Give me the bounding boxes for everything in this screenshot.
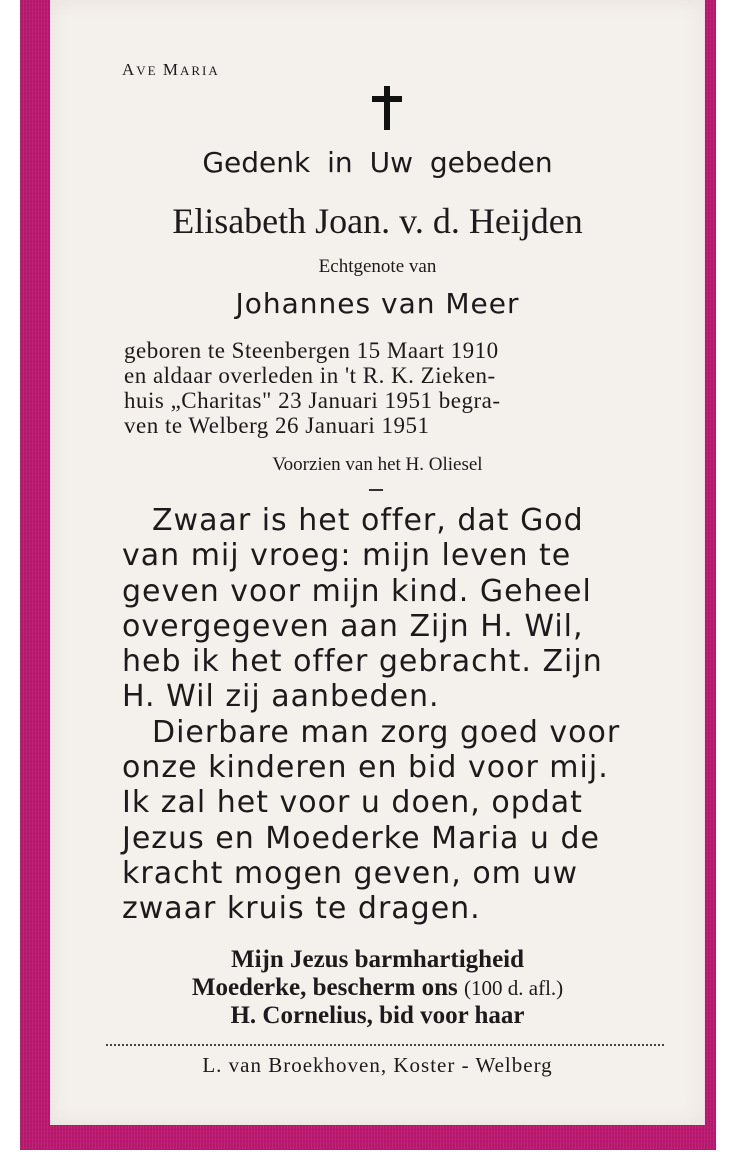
text-line: zwaar kruis te dragen. (122, 891, 481, 927)
dotted-divider (106, 1044, 664, 1046)
text-line: Dierbare man zorg goed voor (152, 714, 621, 750)
printer-credit: L. van Broekhoven, Koster - Welberg (202, 1053, 553, 1077)
latin-cross-icon (370, 86, 404, 130)
memorial-text (122, 503, 692, 927)
sacraments-line: Voorzien van het H. Oliesel (272, 454, 483, 475)
biography-line: geboren te Steenbergen 15 Maart 1910 (124, 338, 499, 363)
text-line: H. Wil zij aanbeden. (122, 679, 440, 715)
text-line: onze kinderen en bid voor mij. (122, 750, 609, 786)
text-line: overgegeven aan Zijn H. Wil, (122, 608, 584, 644)
gedenk-heading: Gedenk in Uw gebeden (202, 146, 553, 179)
text-line: Ik zal het voor u doen, opdat (122, 785, 583, 821)
divider-dash (369, 489, 383, 491)
biography-line: huis „Charitas" 23 Januari 1951 begra- (124, 388, 501, 413)
prayer-line-2 (50, 974, 705, 1002)
memorial-card (50, 0, 705, 1125)
ave-maria-heading: AVE MARIA (122, 60, 220, 79)
text-line: kracht mogen geven, om uw (122, 855, 578, 891)
biography-line: en aldaar overleden in 't R. K. Zieken- (124, 363, 496, 388)
deceased-name: Elisabeth Joan. v. d. Heijden (172, 201, 583, 241)
text-line: geven voor mijn kind. Geheel (122, 573, 592, 609)
biography-line: ven te Welberg 26 Januari 1951 (124, 413, 430, 438)
relation-label: Echtgenote van (318, 256, 437, 277)
text-line: van mij vroeg: mijn leven te (122, 538, 572, 574)
text-line: Zwaar is het offer, dat God (152, 503, 584, 538)
text-line: Jezus en Moederke Maria u de (122, 820, 600, 856)
magenta-border (20, 0, 716, 1150)
biography-block (124, 338, 670, 438)
prayer-line-1: Mijn Jezus barmhartigheid (230, 946, 525, 973)
prayer-line-3: H. Cornelius, bid voor haar (230, 1002, 525, 1029)
text-line: heb ik het offer gebracht. Zijn (122, 644, 603, 680)
ave-word: A (122, 60, 137, 79)
indulgence-note: (100 d. afl.) (464, 976, 564, 1000)
prayer-text: Moederke, bescherm ons (191, 974, 458, 1001)
spouse-name: Johannes van Meer (235, 287, 520, 320)
